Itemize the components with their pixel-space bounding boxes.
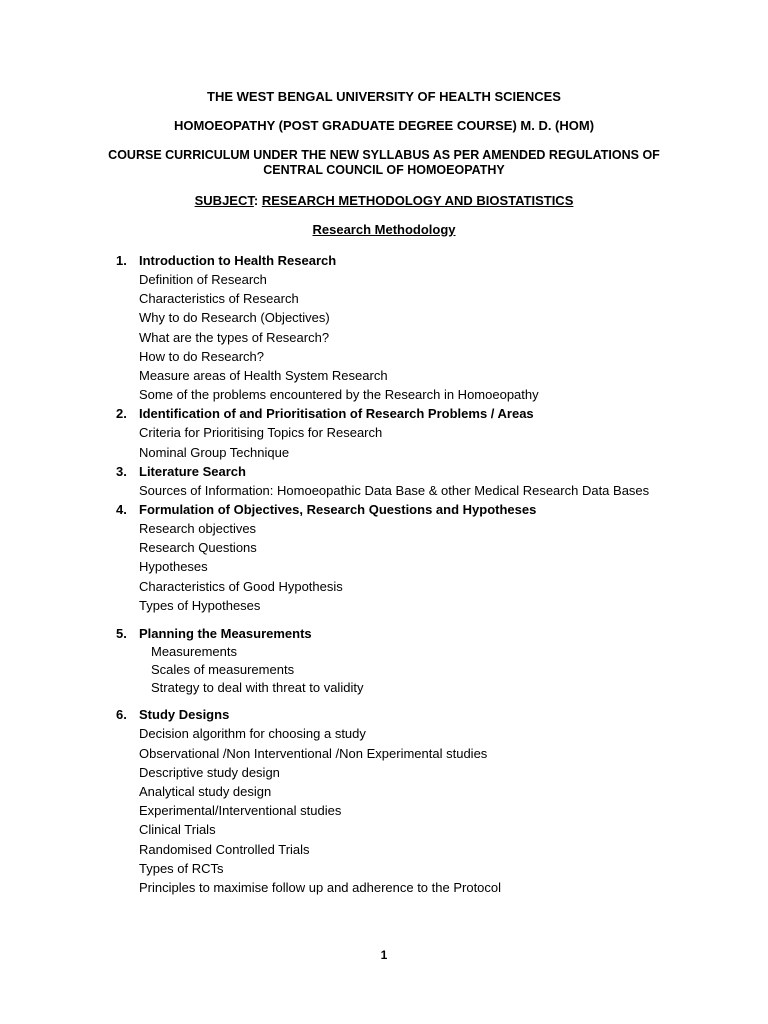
syllabus-sections: [116, 251, 676, 897]
page-number: 1: [380, 948, 388, 962]
section-heading-text: Literature Search: [139, 463, 246, 479]
section-heading-text: Identification of and Prioritisation of Research Problems / Areas: [139, 406, 534, 422]
section-heading-text: Planning the Measurements: [139, 626, 312, 642]
list-item: Nominal Group Technique: [139, 444, 290, 460]
curriculum-heading: [0, 148, 768, 178]
curriculum-line-2: CENTRAL COUNCIL OF HOMOEOPATHY: [263, 163, 505, 177]
university-title: THE WEST BENGAL UNIVERSITY OF HEALTH SCIENCES: [207, 89, 561, 104]
list-item: What are the types of Research?: [139, 329, 330, 345]
list-item: Strategy to deal with threat to validity: [151, 679, 364, 695]
section-number: 1.: [116, 253, 127, 268]
section-number: 2.: [116, 406, 127, 422]
list-item: Randomised Controlled Trials: [139, 841, 310, 857]
list-item: Characteristics of Good Hypothesis: [139, 578, 343, 594]
subject-separator: :: [253, 193, 262, 208]
section-items: [116, 519, 676, 615]
section-heading: [116, 251, 676, 270]
list-item: Definition of Research: [139, 272, 267, 287]
list-item: Types of RCTs: [139, 860, 224, 876]
section-items: [116, 643, 676, 696]
section-heading: [116, 500, 676, 519]
section-number: 5.: [116, 626, 127, 642]
list-item: Sources of Information: Homoeopathic Data Base & other Medical Research Data Bases: [139, 482, 650, 498]
subject-value: RESEARCH METHODOLOGY AND BIOSTATISTICS: [261, 193, 574, 208]
section-number: 3.: [116, 463, 127, 479]
section-heading-text: Formulation of Objectives, Research Questions and Hypotheses: [139, 502, 537, 518]
section-items: [116, 481, 676, 500]
section-items: [116, 423, 676, 461]
syllabus-section: [116, 500, 676, 615]
list-item: Why to do Research (Objectives): [139, 310, 330, 326]
syllabus-section: [116, 462, 676, 500]
section-heading: [116, 624, 676, 643]
list-item: Research objectives: [139, 521, 257, 537]
subject-heading: [0, 193, 768, 208]
section-heading: [116, 462, 676, 481]
section-items: [116, 724, 676, 897]
list-item: Research Questions: [139, 540, 257, 556]
section-heading: [116, 705, 676, 724]
list-item: Experimental/Interventional studies: [139, 803, 342, 819]
list-item: Measure areas of Health System Research: [139, 368, 388, 384]
section-heading: [116, 404, 676, 423]
list-item: Measurements: [151, 644, 237, 660]
list-item: Clinical Trials: [139, 822, 216, 838]
list-item: Characteristics of Research: [139, 291, 299, 307]
section-number: 4.: [116, 502, 127, 518]
syllabus-section: [116, 705, 676, 897]
section-items: [116, 270, 676, 404]
syllabus-section: [116, 624, 676, 696]
list-item: Hypotheses: [139, 559, 208, 575]
section-heading-text: Study Designs: [139, 707, 230, 723]
section-number: 6.: [116, 707, 127, 723]
curriculum-line-1: COURSE CURRICULUM UNDER THE NEW SYLLABUS AS PER AMENDED REGULATIONS OF: [108, 148, 660, 162]
list-item: Descriptive study design: [139, 764, 280, 780]
syllabus-section: [116, 251, 676, 404]
syllabus-section: [116, 404, 676, 461]
subject-label: SUBJECT: [194, 193, 254, 208]
section-heading-text: Introduction to Health Research: [139, 253, 337, 268]
list-item: Criteria for Prioritising Topics for Research: [139, 425, 383, 441]
list-item: How to do Research?: [139, 348, 265, 364]
course-title: HOMOEOPATHY (POST GRADUATE DEGREE COURSE) M. D. (HOM): [173, 118, 595, 133]
list-item: Some of the problems encountered by the Research in Homoeopathy: [139, 387, 539, 403]
section-title: Research Methodology: [312, 222, 456, 237]
list-item: Decision algorithm for choosing a study: [139, 726, 366, 742]
list-item: Types of Hypotheses: [139, 597, 261, 613]
list-item: Scales of measurements: [151, 661, 295, 677]
list-item: Observational /Non Interventional /Non Experimental studies: [139, 745, 488, 761]
list-item: Analytical study design: [139, 784, 272, 800]
list-item: Principles to maximise follow up and adherence to the Protocol: [139, 880, 502, 896]
